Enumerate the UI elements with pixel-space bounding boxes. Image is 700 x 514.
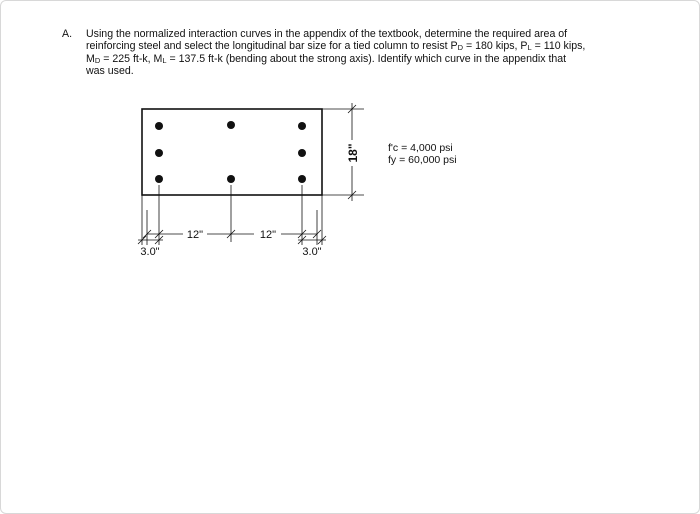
- rebar: [298, 149, 306, 157]
- rebar: [298, 175, 306, 183]
- rebar: [155, 175, 163, 183]
- rebar: [227, 175, 235, 183]
- rebar: [155, 122, 163, 130]
- problem-line-2: reinforcing steel and select the longitudinal bar size for a tied column to resist $P_D = 180$ kips, $P_L = 110$ kips,: [86, 40, 586, 53]
- rebar-group: [155, 121, 306, 183]
- spacing-right-label: 12": [259, 229, 277, 241]
- cover-right-label: 3.0": [302, 246, 322, 258]
- spacing-dimensions: [138, 185, 326, 245]
- width-dim-label: 18": [346, 143, 360, 163]
- problem-line-3: $M_D = 225$ ft-k, $M_L = 137.5$ ft-k (bending about the strong axis). Identify which curve in the appendix that: [86, 52, 567, 65]
- pl-subscript: L: [527, 43, 532, 53]
- rebar: [155, 149, 163, 157]
- md-subscript: D: [94, 55, 101, 65]
- rebar: [298, 122, 306, 130]
- pd-subscript: D: [457, 43, 463, 53]
- cover-left-label: 3.0": [140, 246, 160, 258]
- spacing-left-label: 12": [186, 229, 204, 241]
- ml-subscript: L: [162, 55, 167, 65]
- problem-line-1: Using the normalized interaction curves in the appendix of the textbook, determine the required area of: [86, 28, 568, 40]
- problem-label: A.: [62, 28, 73, 40]
- rebar: [227, 121, 235, 129]
- fc-label: f'c = 4,000 psi: [388, 142, 453, 154]
- fy-label: fy = 60,000 psi: [388, 154, 457, 166]
- problem-line-4: was used.: [86, 65, 134, 78]
